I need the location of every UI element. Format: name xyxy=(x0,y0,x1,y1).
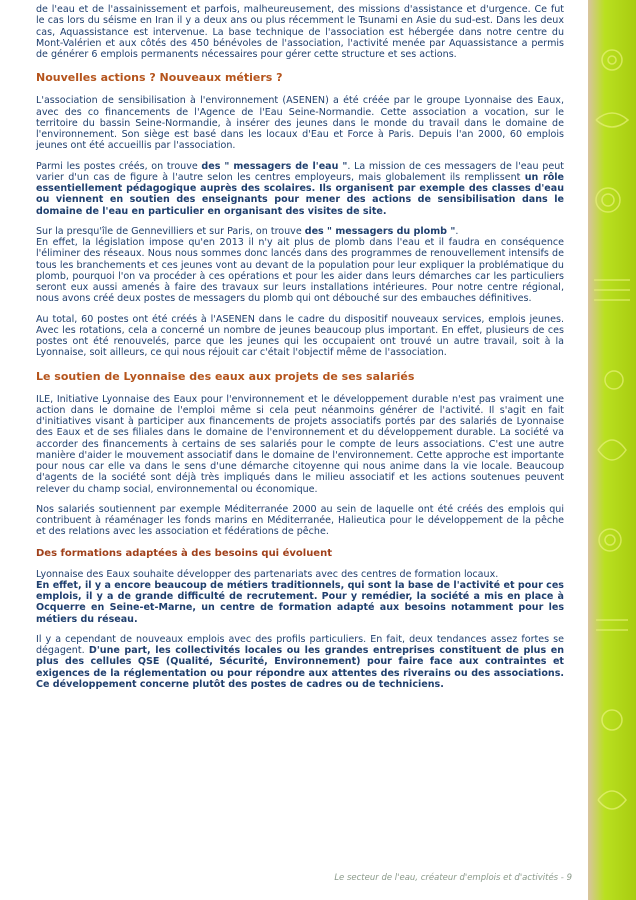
decorative-side-band xyxy=(588,0,636,900)
paragraph: Nos salariés soutiennent par exemple Méditerranée 2000 au sein de laquelle ont été créés des emplois qui contribuent à réaménager les fonds marins en Méditerranée, Halieutica pour le développement de la pêche et des relations avec les association et fédérations de pêche. xyxy=(36,503,564,538)
paragraph: Au total, 60 postes ont été créés à l'ASENEN dans le cadre du dispositif nouveaux services, emplois jeunes. Avec les rotations, cela a concerné un nombre de jeunes beaucoup plus important. En effet, plusieurs de ces postes ont été renouvelés, parce que les jeunes qui les occupaient ont trouvé un autre travail, soit à la Lyonnaise, soit ailleurs, ce qui nous réjouit car c'était l'objectif même de l'association. xyxy=(36,313,564,359)
paragraph: Lyonnaise des Eaux souhaite développer des partenariats avec des centres de formation locaux. En effet, il y a encore beaucoup de métiers traditionnels, qui sont la base de l'activité et pour ces emplois, il y a de grande difficulté de recrutement. Pour y remédier, la société a mis en place à Ocquerre en Seine-et-Marne, un centre de formation adapté aux besoins notamment pour les métiers du réseau. xyxy=(36,568,564,625)
paragraph: Parmi les postes créés, on trouve des " messagers de l'eau ". La mission de ces messagers de l'eau peut varier d'un cas de figure à l'autre selon les centres employeurs, mais globalement ils remplissent un rôle essentiellement pédagogique auprès des scolaires. Ils organisent par exemple des classes d'eau ou viennent en soutien des enseignants pour mener des actions de sensibilisation dans le domaine de l'eau en particulier en organisant des visites de site. xyxy=(36,160,564,217)
paragraph: Il y a cependant de nouveaux emplois avec des profils particuliers. En fait, deux tendances assez fortes se dégagent. D'une part, les collectivités locales ou les grandes entreprises constituent de plus en plus des cellules QSE (Qualité, Sécurité, Environnement) pour faire face aux contraintes et exigences de la réglementation ou pour répondre aux attentes des riverains ou des associations. Ce développement concerne plutôt des postes de cadres ou de techniciens. xyxy=(36,633,564,690)
section-heading-new-actions: Nouvelles actions ? Nouveaux métiers ? xyxy=(36,71,283,85)
tribal-pattern-icon xyxy=(588,0,636,900)
section-heading-support: Le soutien de Lyonnaise des eaux aux projets de ses salariés xyxy=(36,369,415,383)
paragraph: L'association de sensibilisation à l'environnement (ASENEN) a été créée par le groupe Lyonnaise des Eaux, avec des co financements de l'Agence de l'Eau Seine-Normandie. Cette association a vocation, sur le territoire du bassin Seine-Normandie, à insérer des jeunes dans le monde du travail dans le domaine de l'environnement. Son siège est basé dans les locaux d'Eau et Force à Paris. Depuis l'an 2000, 60 emplois jeunes ont été accueillis par l'association. xyxy=(36,95,564,152)
paragraph: ILE, Initiative Lyonnaise des Eaux pour l'environnement et le développement durable n'est pas vraiment une action dans le domaine de l'emploi même si cela peut néanmoins générer de l'activité. Il s'agit en fait d'initiatives visant à participer aux financements de projets associatifs portés par des salariés de Lyonnaise des Eaux et de ses filiales dans le domaine de l'environnement et du développement durable. La société va accorder des financements à certains de ses salariés pour le compte de leurs associations. C'est une autre manière d'aider le mouvement associatif dans le domaine de l'environnement. Cette approche est importante pour nous car elle va dans le sens d'une démarche citoyenne qui nous anime dans la vie locale. Beaucoup d'agents de la société sont déjà très impliqués dans le milieu associatif et les actions soutenues peuvent relever du champ social, environnemental ou économique. xyxy=(36,393,564,495)
page-footer: Le secteur de l'eau, créateur d'emplois et d'activités - 9 xyxy=(334,873,572,883)
intro-paragraph: de l'eau et de l'assainissement et parfois, malheureusement, des missions d'assistance et d'urgence. Ce fut le cas lors du séisme en Iran il y a deux ans ou plus récemment le Tsunami en Asie du sud-est. Dans les deux cas, Aquassistance est intervenue. La base technique de l'association est hébergée dans notre centre du Mont-Valérien et aux côtés des 450 bénévoles de l'association, l'activité menée par Aquassistance a permis de générer 6 emplois permanents nécessaires pour gérer cette structure et ses actions. xyxy=(36,4,564,60)
paragraph: Sur la presqu'île de Gennevilliers et sur Paris, on trouve des " messagers du plomb ". En effet, la législation impose qu'en 2013 il n'y ait plus de plomb dans l'eau et il faudra en conséquence l'éliminer des réseaux. Nous nous sommes donc lancés dans des programmes de renouvellement intensifs de tous les branchements et ces jeunes vont au devant de la population pour leur expliquer la problématique du plomb, pourquoi l'on va procéder à ces opérations et pour les aider dans leurs démarches car les particuliers seront eux aussi amenés à faire des travaux sur leurs installations intérieures. Pour notre centre régional, nous avons créé deux postes de messagers du plomb qui ont débouché sur des embauches définitives. xyxy=(36,225,564,305)
article-body xyxy=(36,4,564,699)
section-heading-training: Des formations adaptées à des besoins qui évoluent xyxy=(36,547,332,559)
